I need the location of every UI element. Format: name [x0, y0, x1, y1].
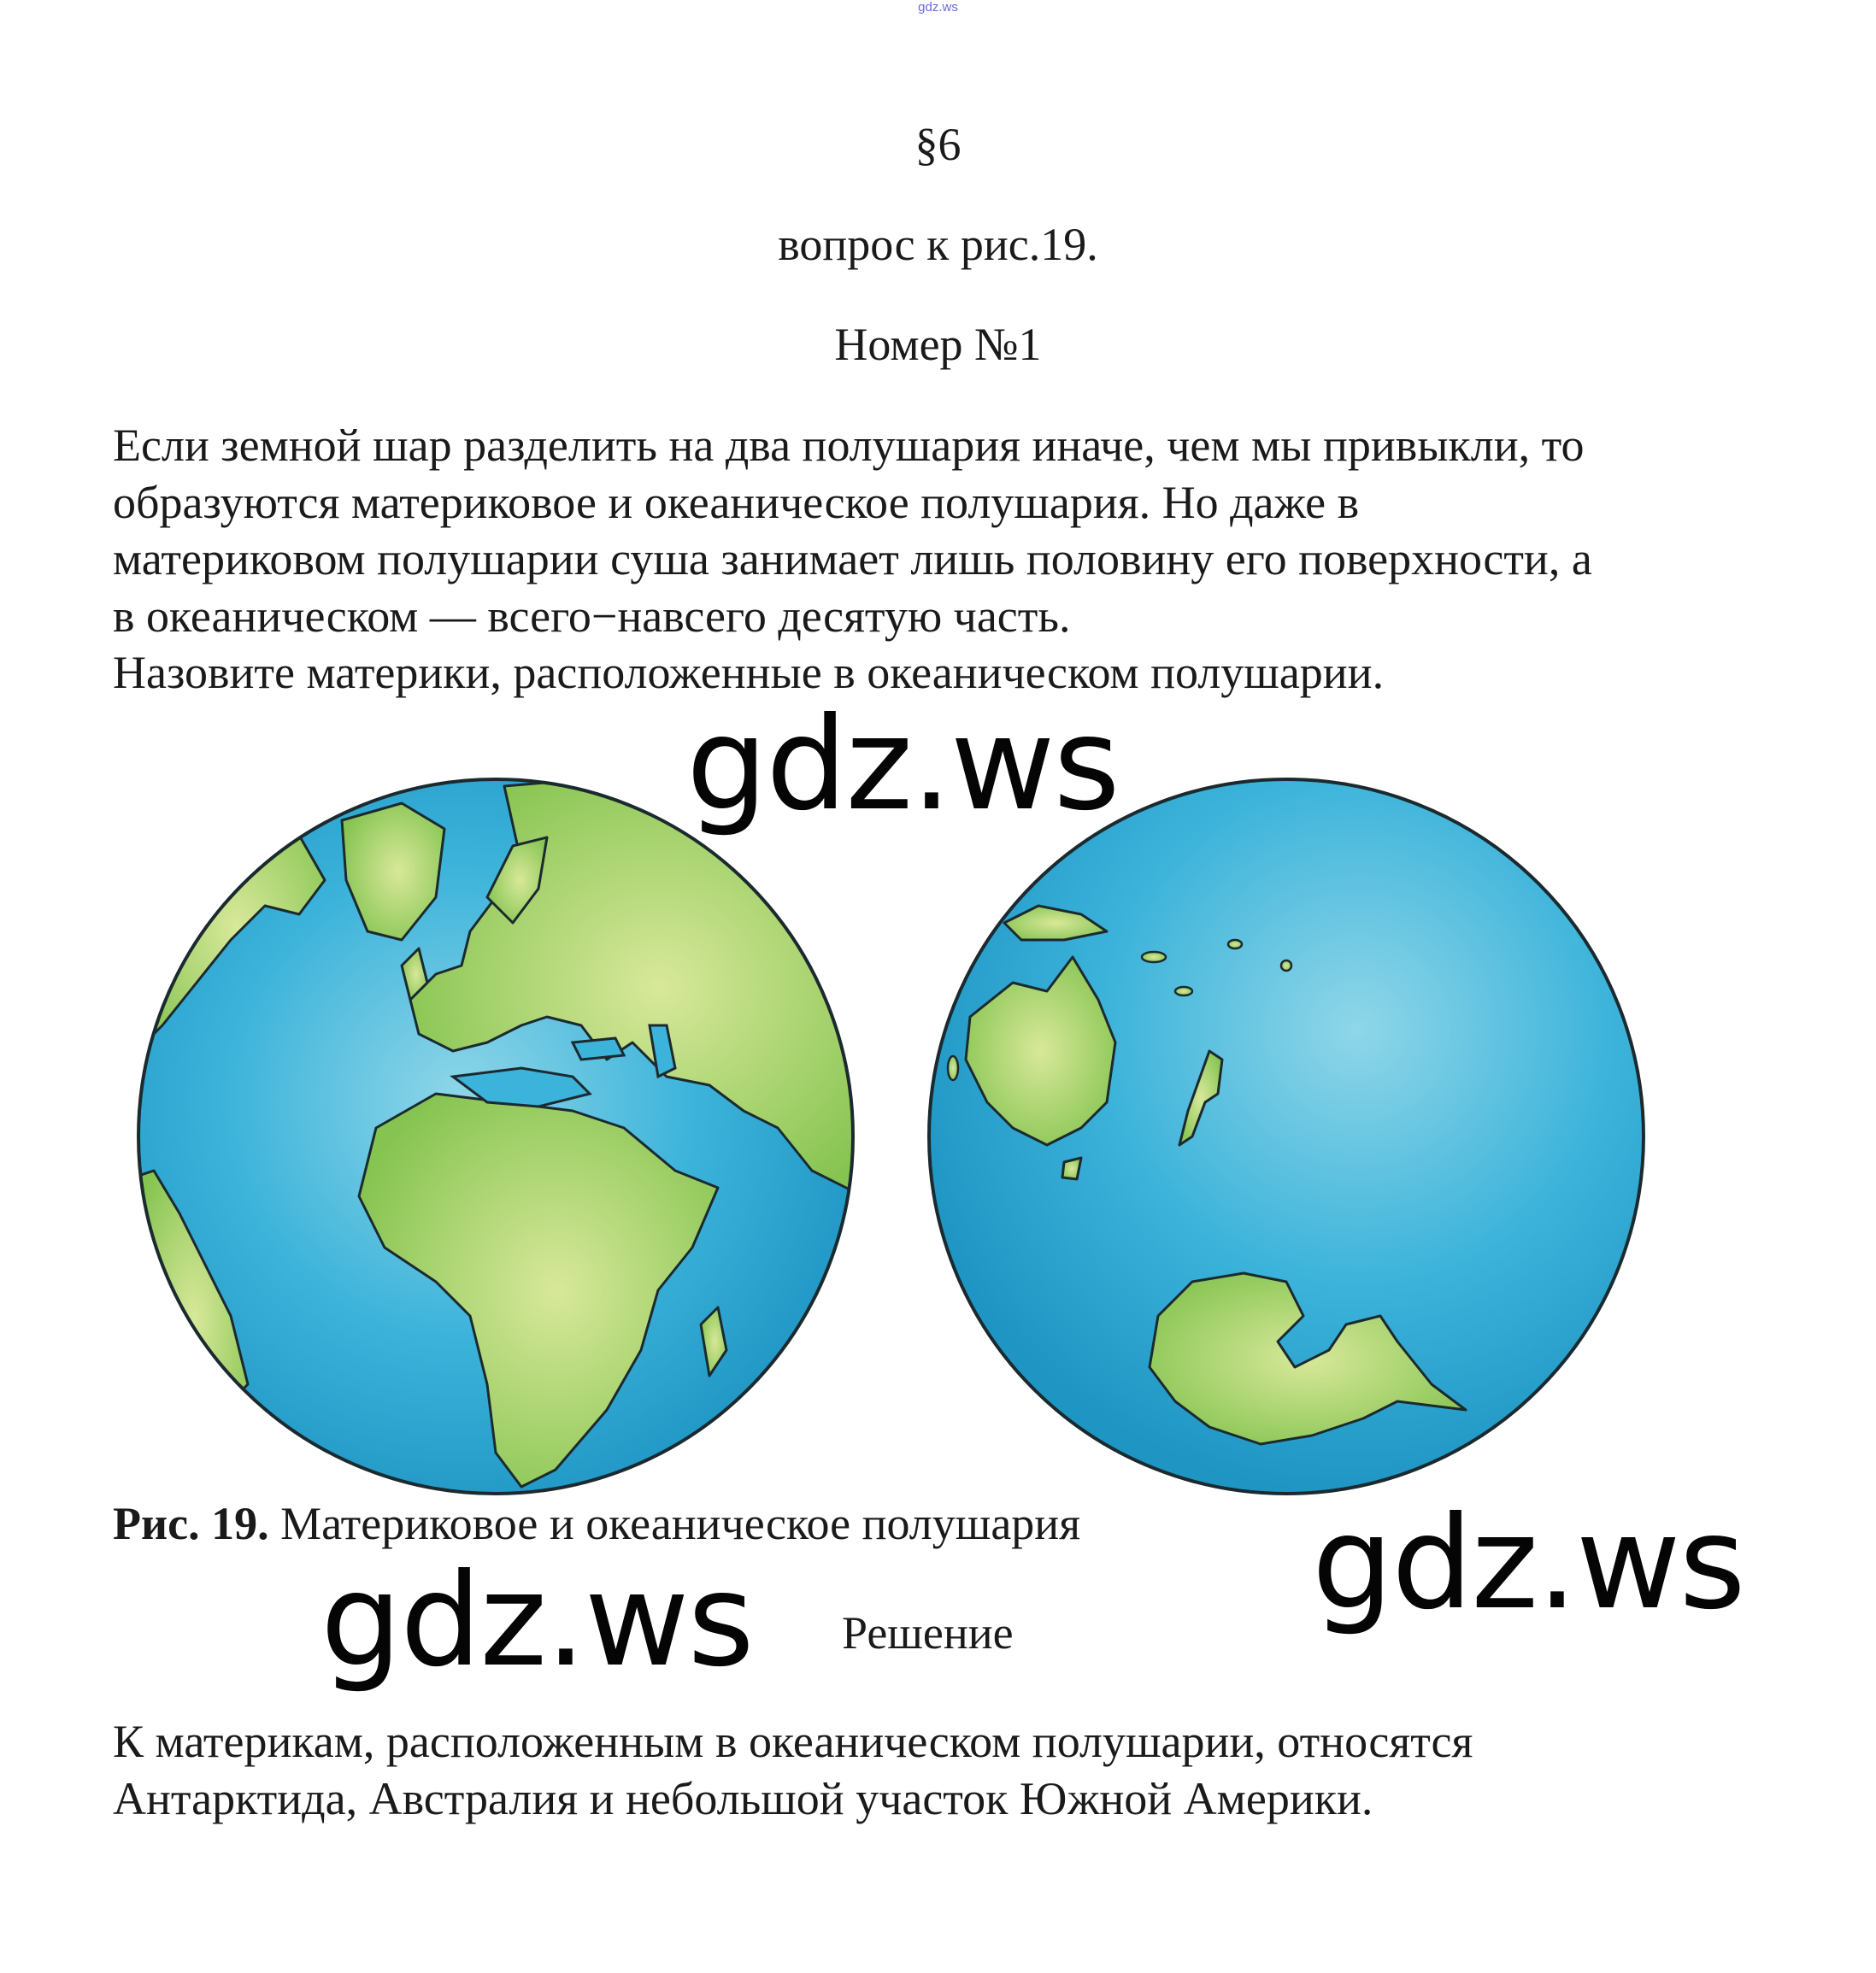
task-text	[113, 417, 1805, 702]
solution-line: Антарктида, Австралия и небольшой участок Южной Америки.	[113, 1772, 1373, 1824]
solution-text	[113, 1713, 1805, 1827]
task-number: Номер №1	[834, 319, 1042, 370]
section-number: §6	[914, 119, 962, 170]
watermark: gdz.ws	[321, 1547, 753, 1695]
question-reference: вопрос к рис.19.	[778, 219, 1098, 270]
top-watermark: gdz.ws	[918, 0, 958, 15]
task-line: образуются материковое и океаническое полушария. Но даже в	[113, 476, 1360, 528]
solution-heading: Решение	[842, 1607, 1014, 1659]
task-line: материковом полушарии суша занимает лишь половину его поверхности, а	[113, 533, 1592, 584]
task-line: в океаническом — всего−навсего десятую часть.	[113, 590, 1071, 642]
figure-caption-text: Материковое и океаническое полушария	[280, 1498, 1081, 1549]
task-line: Если земной шар разделить на два полушария иначе, чем мы привыкли, то	[113, 420, 1585, 471]
solution-line: К материкам, расположенным в океаническом полушарии, относятся	[113, 1716, 1473, 1767]
continental-hemisphere-globe	[128, 769, 863, 1504]
oceanic-hemisphere-globe	[919, 769, 1654, 1504]
watermark: gdz.ws	[1312, 1489, 1744, 1638]
figure-label: Рис. 19.	[113, 1498, 269, 1549]
task-question: Назовите материки, расположенные в океаническом полушарии.	[113, 647, 1385, 698]
watermark: gdz.ws	[686, 690, 1119, 839]
figure-caption	[113, 1497, 1080, 1550]
